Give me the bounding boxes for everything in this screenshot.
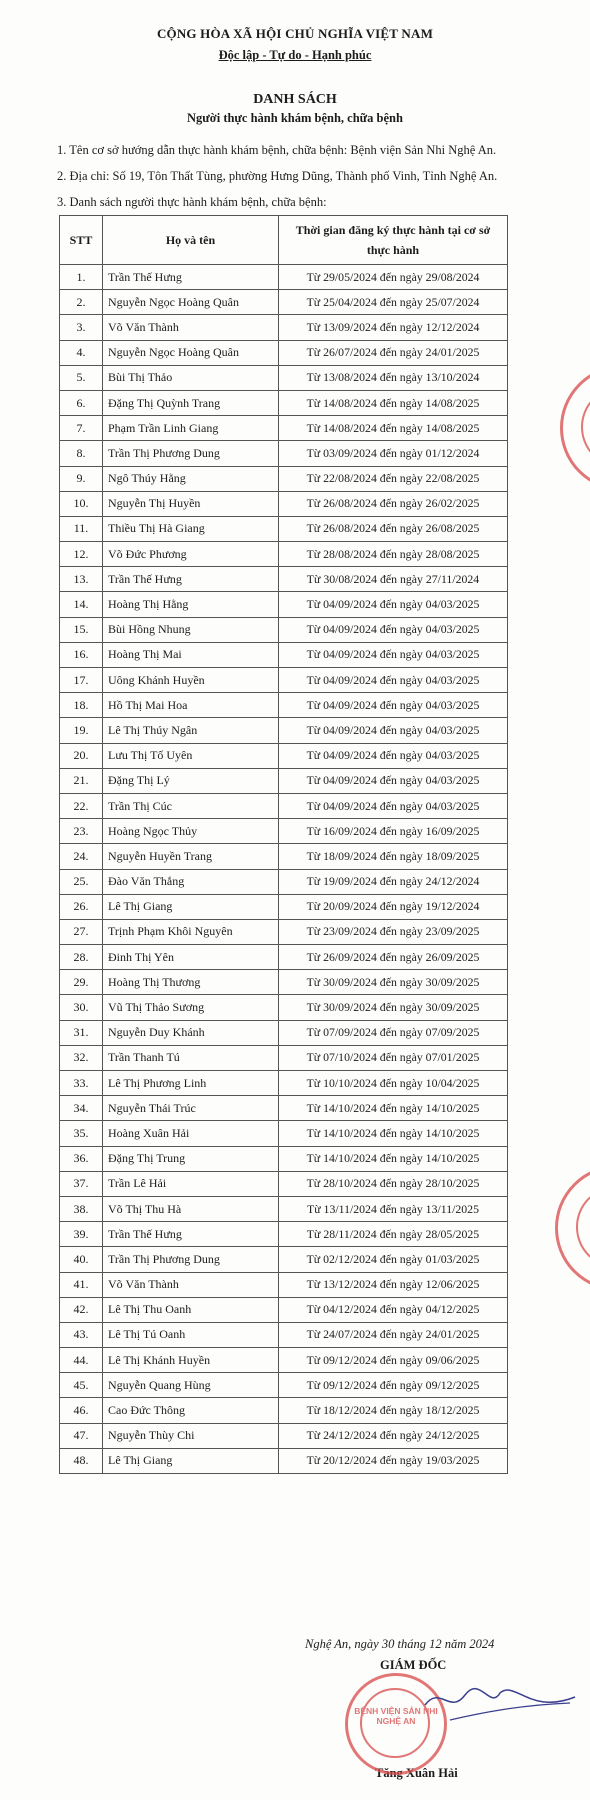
row-name: Lê Thị Thu Oanh: [103, 1297, 279, 1322]
table-row: [60, 995, 508, 1020]
row-name: Lê Thị Giang: [103, 1448, 279, 1473]
seal-inner-ring: [581, 386, 590, 468]
row-period: Từ 13/08/2024 đến ngày 13/10/2024: [279, 365, 508, 390]
country-header: CỘNG HÒA XÃ HỘI CHỦ NGHĨA VIỆT NAM: [156, 26, 434, 41]
table-row: [60, 390, 508, 415]
row-name: Hoàng Thị Thương: [103, 970, 279, 995]
row-stt: 1.: [60, 265, 103, 290]
row-period: Từ 02/12/2024 đến ngày 01/03/2025: [279, 1247, 508, 1272]
row-name: Trần Thanh Tú: [103, 1045, 279, 1070]
table-row: [60, 290, 508, 315]
row-stt: 28.: [60, 945, 103, 970]
row-stt: 17.: [60, 668, 103, 693]
row-period: Từ 04/09/2024 đến ngày 04/03/2025: [279, 642, 508, 667]
table-row: [60, 516, 508, 541]
row-name: Nguyễn Thị Huyền: [103, 491, 279, 516]
table-row: [60, 819, 508, 844]
row-name: Bùi Hồng Nhung: [103, 617, 279, 642]
table-row: [60, 693, 508, 718]
row-period: Từ 13/09/2024 đến ngày 12/12/2024: [279, 315, 508, 340]
row-stt: 29.: [60, 970, 103, 995]
row-name: Trần Lê Hải: [103, 1171, 279, 1196]
row-name: Trần Thị Phương Dung: [103, 441, 279, 466]
row-name: Đào Văn Thắng: [103, 869, 279, 894]
row-stt: 47.: [60, 1423, 103, 1448]
table-row: [60, 1398, 508, 1423]
table-row: [60, 1121, 508, 1146]
row-name: Ngô Thúy Hằng: [103, 466, 279, 491]
row-stt: 25.: [60, 869, 103, 894]
row-name: Võ Văn Thành: [103, 315, 279, 340]
row-period: Từ 28/10/2024 đến ngày 28/10/2025: [279, 1171, 508, 1196]
motto: [0, 48, 590, 63]
row-stt: 43.: [60, 1322, 103, 1347]
row-name: Võ Đức Phương: [103, 542, 279, 567]
row-period: Từ 18/12/2024 đến ngày 18/12/2025: [279, 1398, 508, 1423]
table-row: [60, 1020, 508, 1045]
table-row: [60, 1348, 508, 1373]
row-period: Từ 22/08/2024 đến ngày 22/08/2025: [279, 466, 508, 491]
row-stt: 40.: [60, 1247, 103, 1272]
row-name: Lê Thị Giang: [103, 894, 279, 919]
row-period: Từ 18/09/2024 đến ngày 18/09/2025: [279, 844, 508, 869]
row-stt: 35.: [60, 1121, 103, 1146]
row-name: Lê Thị Tú Oanh: [103, 1322, 279, 1347]
row-stt: 38.: [60, 1196, 103, 1221]
table-row: [60, 315, 508, 340]
table-row: [60, 592, 508, 617]
document-title: DANH SÁCH: [253, 92, 337, 107]
motto-text: Độc lập - Tự do - Hạnh phúc: [218, 48, 372, 62]
row-period: Từ 28/11/2024 đến ngày 28/05/2025: [279, 1222, 508, 1247]
document-subtitle: Người thực hành khám bệnh, chữa bệnh: [187, 111, 403, 125]
row-stt: 32.: [60, 1045, 103, 1070]
row-name: Võ Văn Thành: [103, 1272, 279, 1297]
row-stt: 22.: [60, 793, 103, 818]
row-stt: 27.: [60, 919, 103, 944]
row-stt: 44.: [60, 1348, 103, 1373]
table-row: [60, 919, 508, 944]
table-row: [60, 970, 508, 995]
table-row: [60, 1423, 508, 1448]
row-stt: 46.: [60, 1398, 103, 1423]
row-name: Lê Thị Khánh Huyền: [103, 1348, 279, 1373]
row-period: Từ 20/09/2024 đến ngày 19/12/2024: [279, 894, 508, 919]
row-name: Uông Khánh Huyền: [103, 668, 279, 693]
row-name: Hoàng Xuân Hải: [103, 1121, 279, 1146]
row-period: Từ 07/09/2024 đến ngày 07/09/2025: [279, 1020, 508, 1045]
row-period: Từ 10/10/2024 đến ngày 10/04/2025: [279, 1071, 508, 1096]
row-period: Từ 24/07/2024 đến ngày 24/01/2025: [279, 1322, 508, 1347]
table-row: [60, 869, 508, 894]
row-name: Trần Thế Hưng: [103, 567, 279, 592]
row-period: Từ 26/07/2024 đến ngày 24/01/2025: [279, 340, 508, 365]
row-period: Từ 04/09/2024 đến ngày 04/03/2025: [279, 592, 508, 617]
row-name: Hồ Thị Mai Hoa: [103, 693, 279, 718]
row-period: Từ 04/09/2024 đến ngày 04/03/2025: [279, 718, 508, 743]
row-name: Trịnh Phạm Khôi Nguyên: [103, 919, 279, 944]
row-stt: 9.: [60, 466, 103, 491]
row-name: Trần Thị Phương Dung: [103, 1247, 279, 1272]
row-stt: 30.: [60, 995, 103, 1020]
row-period: Từ 23/09/2024 đến ngày 23/09/2025: [279, 919, 508, 944]
row-stt: 20.: [60, 743, 103, 768]
table-row: [60, 1448, 508, 1473]
table-row: [60, 491, 508, 516]
row-stt: 16.: [60, 642, 103, 667]
row-period: Từ 25/04/2024 đến ngày 25/07/2024: [279, 290, 508, 315]
row-period: Từ 14/10/2024 đến ngày 14/10/2025: [279, 1146, 508, 1171]
table-row: [60, 441, 508, 466]
row-period: Từ 07/10/2024 đến ngày 07/01/2025: [279, 1045, 508, 1070]
row-period: Từ 30/09/2024 đến ngày 30/09/2025: [279, 970, 508, 995]
row-name: Lê Thị Phương Linh: [103, 1071, 279, 1096]
row-name: Võ Thị Thu Hà: [103, 1196, 279, 1221]
row-name: Bùi Thị Thảo: [103, 365, 279, 390]
table-row: [60, 743, 508, 768]
table-row: [60, 542, 508, 567]
seal-inner-ring: [576, 1186, 590, 1268]
table-row: [60, 844, 508, 869]
row-stt: 4.: [60, 340, 103, 365]
row-stt: 3.: [60, 315, 103, 340]
header-stt: STT: [60, 216, 103, 265]
seal-text: BỆNH VIỆN SẢN NHI NGHỆ AN: [354, 1706, 438, 1726]
table-row: [60, 894, 508, 919]
row-stt: 5.: [60, 365, 103, 390]
row-name: Vũ Thị Thảo Sương: [103, 995, 279, 1020]
row-period: Từ 09/12/2024 đến ngày 09/12/2025: [279, 1373, 508, 1398]
row-name: Phạm Trần Linh Giang: [103, 416, 279, 441]
row-stt: 2.: [60, 290, 103, 315]
row-period: Từ 19/09/2024 đến ngày 24/12/2024: [279, 869, 508, 894]
row-name: Lưu Thị Tố Uyên: [103, 743, 279, 768]
row-name: Nguyễn Ngọc Hoàng Quân: [103, 290, 279, 315]
row-stt: 48.: [60, 1448, 103, 1473]
row-name: Trần Thế Hưng: [103, 265, 279, 290]
signature-scribble: [420, 1675, 580, 1735]
row-period: Từ 26/08/2024 đến ngày 26/02/2025: [279, 491, 508, 516]
row-stt: 24.: [60, 844, 103, 869]
table-row: [60, 1222, 508, 1247]
row-period: Từ 04/09/2024 đến ngày 04/03/2025: [279, 693, 508, 718]
table-row: [60, 1045, 508, 1070]
practitioner-table: [59, 215, 508, 1474]
table-row: [60, 1071, 508, 1096]
row-stt: 26.: [60, 894, 103, 919]
row-period: Từ 03/09/2024 đến ngày 01/12/2024: [279, 441, 508, 466]
row-stt: 33.: [60, 1071, 103, 1096]
table-row: [60, 466, 508, 491]
row-stt: 15.: [60, 617, 103, 642]
red-seal-stamp: [560, 365, 590, 491]
table-row: [60, 945, 508, 970]
row-name: Nguyễn Quang Hùng: [103, 1373, 279, 1398]
table-row: [60, 642, 508, 667]
row-name: Nguyễn Ngọc Hoàng Quân: [103, 340, 279, 365]
row-stt: 12.: [60, 542, 103, 567]
table-header-row: [60, 216, 508, 265]
row-stt: 10.: [60, 491, 103, 516]
row-name: Thiều Thị Hà Giang: [103, 516, 279, 541]
table-row: [60, 718, 508, 743]
header-period: Thời gian đăng ký thực hành tại cơ sở thực hành: [279, 216, 508, 265]
director-title: GIÁM ĐỐC: [380, 1658, 447, 1672]
row-name: Cao Đức Thông: [103, 1398, 279, 1423]
row-stt: 42.: [60, 1297, 103, 1322]
table-row: [60, 668, 508, 693]
row-stt: 23.: [60, 819, 103, 844]
row-stt: 18.: [60, 693, 103, 718]
row-period: Từ 04/09/2024 đến ngày 04/03/2025: [279, 617, 508, 642]
row-period: Từ 14/08/2024 đến ngày 14/08/2025: [279, 390, 508, 415]
row-stt: 19.: [60, 718, 103, 743]
table-row: [60, 567, 508, 592]
row-period: Từ 13/12/2024 đến ngày 12/06/2025: [279, 1272, 508, 1297]
row-name: Trần Thị Cúc: [103, 793, 279, 818]
row-stt: 6.: [60, 390, 103, 415]
row-stt: 11.: [60, 516, 103, 541]
row-name: Nguyễn Thái Trúc: [103, 1096, 279, 1121]
row-period: Từ 26/09/2024 đến ngày 26/09/2025: [279, 945, 508, 970]
row-period: Từ 26/08/2024 đến ngày 26/08/2025: [279, 516, 508, 541]
table-row: [60, 1322, 508, 1347]
row-name: Đặng Thị Quỳnh Trang: [103, 390, 279, 415]
row-stt: 13.: [60, 567, 103, 592]
row-stt: 14.: [60, 592, 103, 617]
row-stt: 36.: [60, 1146, 103, 1171]
row-name: Lê Thị Thúy Ngân: [103, 718, 279, 743]
table-row: [60, 1373, 508, 1398]
row-period: Từ 20/12/2024 đến ngày 19/03/2025: [279, 1448, 508, 1473]
table-row: [60, 1171, 508, 1196]
row-name: Đặng Thị Lý: [103, 768, 279, 793]
row-period: Từ 04/09/2024 đến ngày 04/03/2025: [279, 743, 508, 768]
row-period: Từ 04/09/2024 đến ngày 04/03/2025: [279, 793, 508, 818]
row-period: Từ 24/12/2024 đến ngày 24/12/2025: [279, 1423, 508, 1448]
table-row: [60, 416, 508, 441]
row-period: Từ 30/08/2024 đến ngày 27/11/2024: [279, 567, 508, 592]
row-stt: 8.: [60, 441, 103, 466]
row-name: Nguyễn Duy Khánh: [103, 1020, 279, 1045]
row-stt: 45.: [60, 1373, 103, 1398]
row-period: Từ 04/09/2024 đến ngày 04/03/2025: [279, 768, 508, 793]
row-name: Đặng Thị Trung: [103, 1146, 279, 1171]
place-date: Nghệ An, ngày 30 tháng 12 năm 2024: [305, 1637, 495, 1651]
table-row: [60, 1096, 508, 1121]
table-row: [60, 365, 508, 390]
row-period: Từ 30/09/2024 đến ngày 30/09/2025: [279, 995, 508, 1020]
table-row: [60, 340, 508, 365]
table-row: [60, 1272, 508, 1297]
row-period: Từ 29/05/2024 đến ngày 29/08/2024: [279, 265, 508, 290]
address-line: 2. Địa chỉ: Số 19, Tôn Thất Tùng, phường Hưng Dũng, Thành phố Vinh, Tỉnh Nghệ An.: [57, 169, 498, 183]
row-period: Từ 14/10/2024 đến ngày 14/10/2025: [279, 1121, 508, 1146]
row-period: Từ 16/09/2024 đến ngày 16/09/2025: [279, 819, 508, 844]
row-period: Từ 09/12/2024 đến ngày 09/06/2025: [279, 1348, 508, 1373]
row-period: Từ 04/09/2024 đến ngày 04/03/2025: [279, 668, 508, 693]
red-seal-stamp: [555, 1165, 590, 1291]
table-row: [60, 768, 508, 793]
table-row: [60, 617, 508, 642]
row-period: Từ 28/08/2024 đến ngày 28/08/2025: [279, 542, 508, 567]
row-name: Hoàng Thị Hằng: [103, 592, 279, 617]
list-heading-line: 3. Danh sách người thực hành khám bệnh, chữa bệnh:: [57, 195, 327, 209]
row-stt: 34.: [60, 1096, 103, 1121]
row-stt: 7.: [60, 416, 103, 441]
table-row: [60, 793, 508, 818]
row-period: Từ 13/11/2024 đến ngày 13/11/2025: [279, 1196, 508, 1221]
row-stt: 41.: [60, 1272, 103, 1297]
table-body: [60, 265, 508, 1474]
row-name: Nguyễn Thùy Chi: [103, 1423, 279, 1448]
row-stt: 39.: [60, 1222, 103, 1247]
row-period: Từ 14/08/2024 đến ngày 14/08/2025: [279, 416, 508, 441]
row-stt: 37.: [60, 1171, 103, 1196]
table-row: [60, 265, 508, 290]
header-name: Họ và tên: [103, 216, 279, 265]
row-period: Từ 14/10/2024 đến ngày 14/10/2025: [279, 1096, 508, 1121]
row-period: Từ 04/12/2024 đến ngày 04/12/2025: [279, 1297, 508, 1322]
table-row: [60, 1247, 508, 1272]
row-stt: 31.: [60, 1020, 103, 1045]
signer-name: Tăng Xuân Hải: [375, 1766, 458, 1780]
row-name: Trần Thế Hưng: [103, 1222, 279, 1247]
facility-name-line: 1. Tên cơ sở hướng dẫn thực hành khám bệnh, chữa bệnh: Bệnh viện Sản Nhi Nghệ An.: [57, 143, 497, 157]
row-name: Hoàng Thị Mai: [103, 642, 279, 667]
row-name: Đinh Thị Yên: [103, 945, 279, 970]
table-row: [60, 1297, 508, 1322]
table-row: [60, 1146, 508, 1171]
table-row: [60, 1196, 508, 1221]
row-name: Hoàng Ngọc Thủy: [103, 819, 279, 844]
row-name: Nguyễn Huyền Trang: [103, 844, 279, 869]
row-stt: 21.: [60, 768, 103, 793]
